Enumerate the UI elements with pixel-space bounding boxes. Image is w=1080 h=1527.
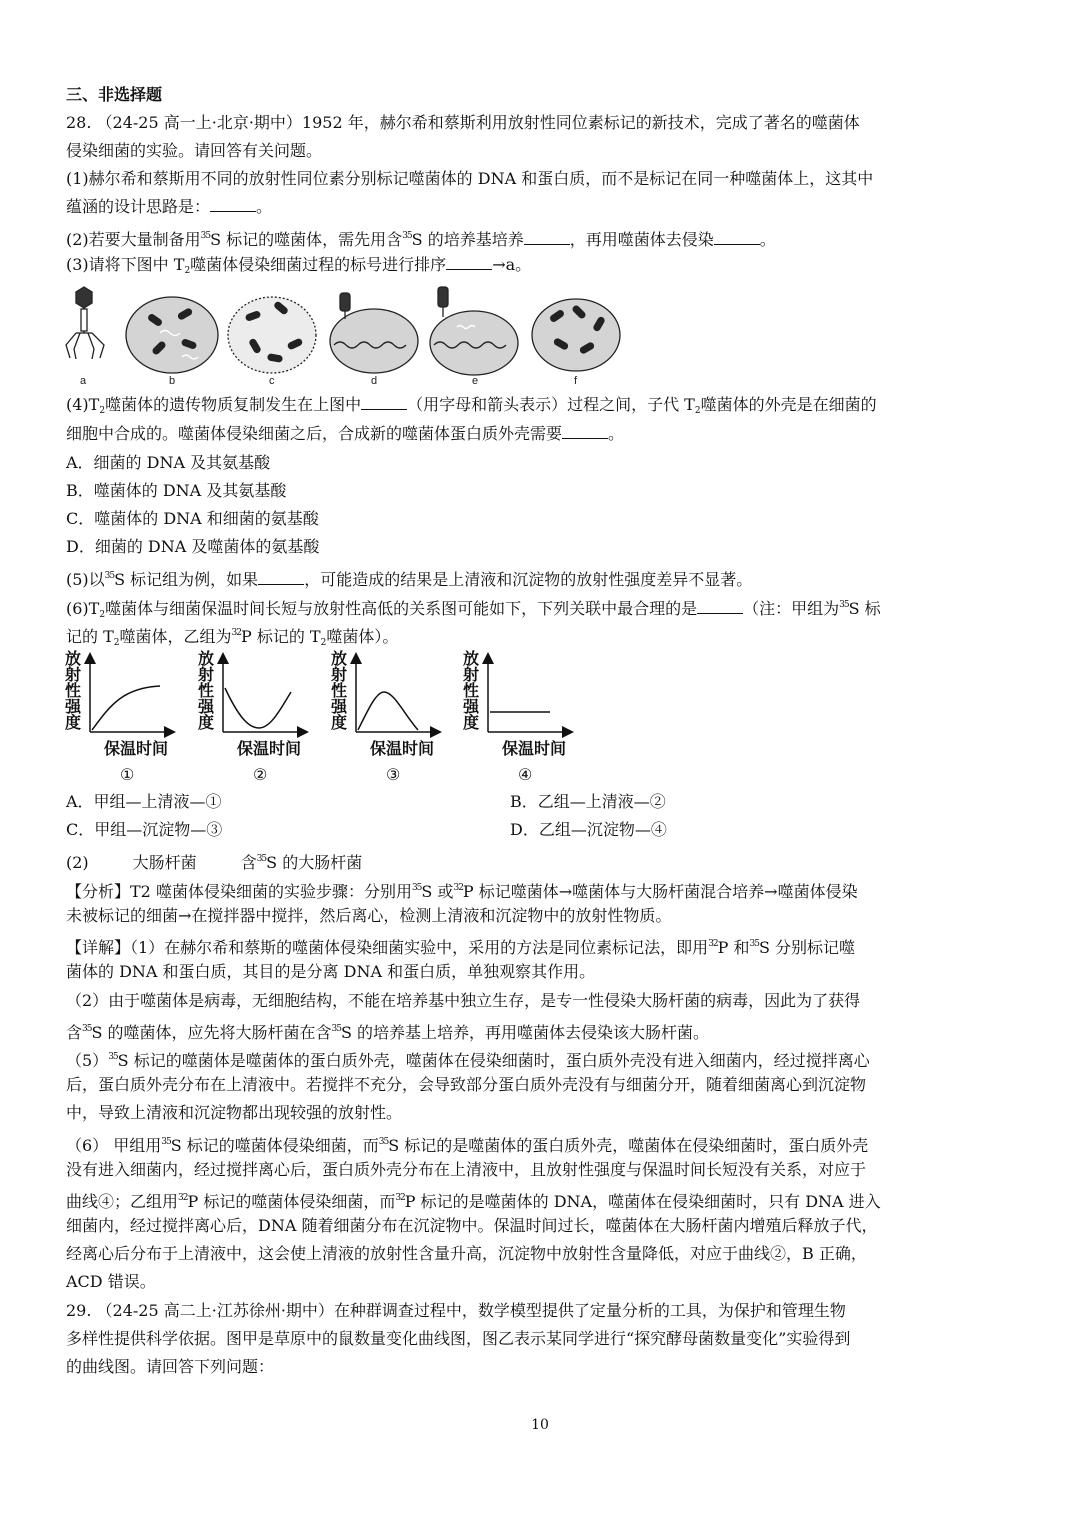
fig-label-c: c (269, 375, 275, 387)
q28-part1-line2: 蕴涵的设计思路是： 。 (66, 197, 273, 216)
fig-label-d: d (371, 375, 378, 387)
fig-label-e: e (472, 375, 479, 387)
q28-option-b: B．噬菌体的 DNA 及其氨基酸 (66, 481, 287, 500)
q28-part6-line1: $(6)T_2$噬菌体与细菌保温时间长短与放射性高低的关系图可能如下，下列关联中最合理的是 （注：甲组为$^{35}$S 标 (66, 599, 881, 620)
page-number: 10 (531, 1417, 549, 1433)
detail1-line1: 【详解】（1）在赫尔希和蔡斯的噬菌体侵染细菌实验中，采用的方法是同位素标记法，即用$^{32}$P 和$^{35}$S 分别标记噬 (66, 938, 856, 957)
q28-stem-line2: 侵染细菌的实验。请回答有关问题。 (66, 141, 323, 160)
answer-blank (446, 255, 492, 270)
q29-stem-line3: 的曲线图。请回答下列问题： (66, 1357, 275, 1376)
graph-1 (63, 649, 171, 784)
graph-1-ylabel: 放射性强度 (62, 650, 82, 730)
bacterium-f-illustration (532, 299, 620, 371)
q28-part2: (2)若要大量制备用$^{35}$S 标记的噬菌体，需先用含$^{35}$S 的培养基培养 ，再用噬菌体去侵染 。 (66, 230, 776, 249)
option6-d: D．乙组—沉淀物—④ (510, 820, 667, 839)
detail2-line2: 含$^{35}$S 的噬菌体，应先将大肠杆菌在含$^{35}$S 的培养基上培养，再用噬菌体去侵染该大肠杆菌。 (66, 1023, 710, 1042)
graph-4-ylabel: 放射性强度 (460, 650, 480, 730)
fig-label-a: a (80, 375, 87, 387)
detail5-line2: 后，蛋白质外壳分布在上清液中。若搅拌不充分，会导致部分蛋白质外壳没有与细菌分开，随着细菌离心到沉淀物 (66, 1075, 867, 1094)
graph-3-xlabel: 保温时间 (370, 739, 435, 758)
option6-c: C．甲组—沉淀物—③ (66, 820, 223, 839)
graph-4 (461, 649, 569, 784)
graph-3-num: ③ (386, 765, 401, 784)
answer-blank (562, 424, 608, 439)
detail6-line4: 细菌内，经过搅拌离心后，DNA 随着细菌分布在沉淀物中。保温时间过长，噬菌体在大肠杆菌内增殖后释放子代， (66, 1216, 878, 1235)
answer-blank (258, 570, 304, 585)
graph-4-xlabel: 保温时间 (502, 739, 567, 758)
bacterium-c-illustration (228, 297, 316, 373)
q28-opt6-row2 (66, 819, 1014, 841)
detail6-line6: ACD 错误。 (66, 1272, 156, 1291)
detail1-line2: 菌体的 DNA 和蛋白质，其目的是分离 DNA 和蛋白质，单独观察其作用。 (66, 962, 596, 981)
detail6-line5: 经离心后分布于上清液中，这会使上清液的放射性含量升高，沉淀物中放射性含量降低，对应于曲线②，B 正确， (66, 1244, 867, 1263)
detail5-line1: $(5)^{35}S$ 标记的噬菌体是噬菌体的蛋白质外壳，噬菌体在侵染细菌时，蛋白质外壳没有进入细菌内，经过搅拌离心 (66, 1051, 870, 1070)
phage-a-illustration (66, 287, 104, 359)
q28-option-d: D．细菌的 DNA 及噬菌体的氨基酸 (66, 537, 320, 556)
phage-infection-figure (62, 283, 662, 393)
detail6-line3: 曲线④；乙组用$^{32}$P 标记的噬菌体侵染细菌，而$^{32}$P 标记的是噬菌体的 DNA，噬菌体在侵染细菌时，只有 DNA 进入 (66, 1192, 881, 1211)
option6-a: A．甲组—上清液—① (66, 792, 222, 811)
graph-4-num: ④ (518, 765, 533, 784)
q28-part4-line1: $(4)T_2$噬菌体的遗传物质复制发生在上图中 （用字母和箭头表示）过程之间，子代 $T_2$噬菌体的外壳是在细菌的 (66, 395, 877, 416)
detail6-line2: 没有进入细菌内，经过搅拌离心后，蛋白质外壳分布在上清液中，且放射性强度与保温时间长短没有关系，对应于 (66, 1160, 867, 1179)
answer-blank (210, 197, 256, 212)
section-title: 三、非选择题 (66, 85, 163, 104)
q28-part6-line2: 记的 $T_2$噬菌体，乙组为$^{32}$P 标记的 $T_2$噬菌体）。 (66, 627, 399, 648)
fig-label-f: f (574, 375, 578, 387)
q28-opt6-row1 (66, 791, 1014, 813)
q29-stem-line2: 多样性提供科学依据。图甲是草原中的鼠数量变化曲线图，图乙表示某同学进行“探究酵母菌数量变化”实验得到 (66, 1329, 851, 1348)
answer-blank (714, 230, 760, 245)
radioactivity-graphs (62, 648, 602, 788)
bacterium-b-illustration (126, 297, 218, 373)
q28-part5: (5)以$^{35}$S 标记组为例，如果 ，可能造成的结果是上清液和沉淀物的放射性强度差异不显著。 (66, 570, 753, 589)
q28-stem-line1: 28. （24-25 高一上·北京·期中）1952 年，赫尔希和蔡斯利用放射性同位素标记的新技术，完成了著名的噬菌体 (66, 113, 860, 132)
q28-option-a: A．细菌的 DNA 及其氨基酸 (66, 453, 271, 472)
analysis-line1: 【分析】T2 噬菌体侵染细菌的实验步骤：分别用$^{35}$S 或$^{32}$P 标记噬菌体→噬菌体与大肠杆菌混合培养→噬菌体侵染 (66, 882, 858, 901)
answer-part2: (2) 大肠杆菌 含$^{35}$S 的大肠杆菌 (66, 853, 363, 872)
graph-2-xlabel: 保温时间 (237, 739, 302, 758)
bacterium-d-illustration (330, 293, 418, 373)
fig-label-b: b (169, 375, 176, 387)
graph-1-num: ① (120, 765, 135, 784)
answer-blank (524, 230, 570, 245)
answer-blank (361, 395, 407, 410)
q28-option-c: C．噬菌体的 DNA 和细菌的氨基酸 (66, 509, 319, 528)
detail5-line3: 中，导致上清液和沉淀物都出现较强的放射性。 (66, 1103, 403, 1122)
graph-2-ylabel: 放射性强度 (195, 650, 215, 730)
answer-blank (697, 599, 743, 614)
graph-2 (196, 649, 304, 784)
analysis-line2: 未被标记的细菌→在搅拌器中搅拌，然后离心，检测上清液和沉淀物中的放射性物质。 (66, 906, 672, 925)
detail6-line1: （6） 甲组用$^{35}$S 标记的噬菌体侵染细菌，而$^{35}$S 标记的是噬菌体的蛋白质外壳，噬菌体在侵染细菌时，蛋白质外壳 (66, 1136, 869, 1155)
graph-2-num: ② (253, 765, 268, 784)
graph-3-ylabel: 放射性强度 (328, 650, 348, 730)
graph-1-xlabel: 保温时间 (104, 739, 169, 758)
bacterium-e-illustration (430, 287, 518, 375)
q28-part4-line2: 细胞中合成的。噬菌体侵染细菌之后，合成新的噬菌体蛋白质外壳需要 。 (66, 424, 625, 443)
q28-part1-line1: (1)赫尔希和蔡斯用不同的放射性同位素分别标记噬菌体的 DNA 和蛋白质，而不是标记在同一种噬菌体上，这其中 (66, 169, 874, 188)
option6-b: B．乙组—上清液—② (510, 792, 666, 811)
detail2-line1: （2）由于噬菌体是病毒，无细胞结构，不能在培养基中独立生存，是专一性侵染大肠杆菌的病毒，因此为了获得 (66, 991, 861, 1010)
q28-part3: (3)请将下图中 $T_2$噬菌体侵染细菌过程的标号进行排序 →a。 (66, 255, 532, 276)
q29-stem-line1: 29. （24-25 高二上·江苏徐州·期中）在种群调查过程中，数学模型提供了定量分析的工具，为保护和管理生物 (66, 1301, 846, 1320)
graph-3 (329, 649, 437, 784)
